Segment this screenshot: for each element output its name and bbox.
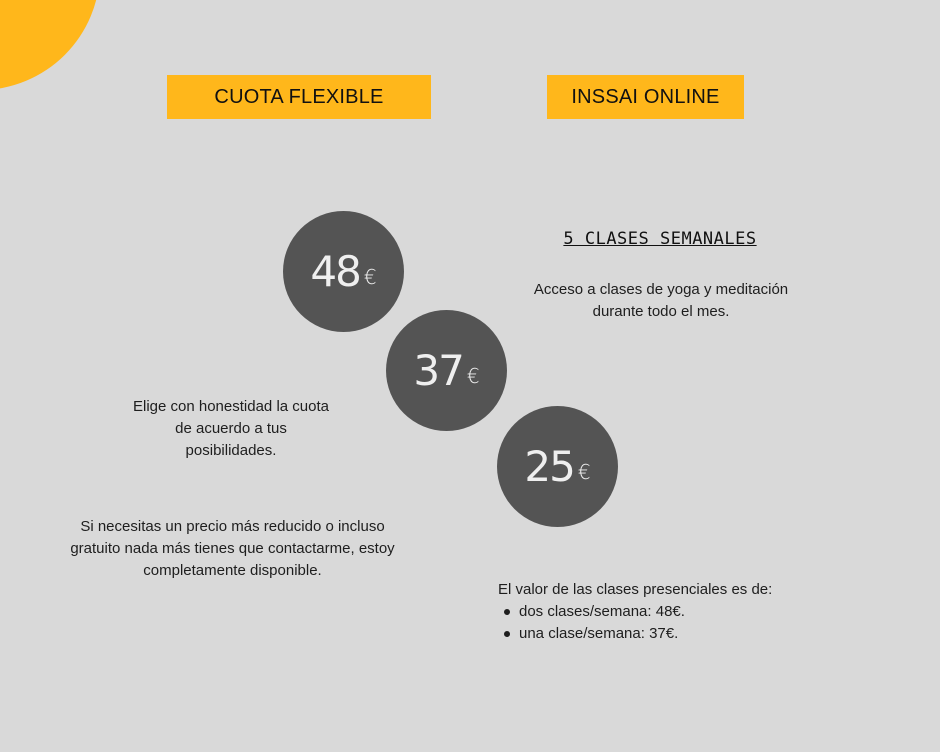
online-heading: 5 CLASES SEMANALES	[563, 229, 757, 249]
price-currency: €	[363, 264, 377, 289]
price-amount: 25	[524, 442, 574, 491]
cuota-flexible-tag	[167, 75, 431, 119]
price-circle-48	[283, 211, 404, 332]
presenciales-block	[498, 579, 818, 645]
flexible-description: Elige con honestidad la cuota de acuerdo a tus posibilidades.	[133, 398, 329, 459]
corner-decoration	[0, 0, 100, 90]
online-description: Acceso a clases de yoga y meditación durante todo el mes.	[533, 281, 789, 320]
price-currency: €	[466, 363, 480, 388]
contact-note: Si necesitas un precio más reducido o incluso gratuito nada más tienes que contactarme, estoy completamente disponible.	[70, 518, 395, 579]
list-item: dos clases/semana: 48€.	[519, 601, 818, 623]
list-item: una clase/semana: 37€.	[519, 623, 818, 645]
price-circle-25	[497, 406, 618, 527]
cuota-flexible-label: CUOTA FLEXIBLE	[214, 85, 384, 108]
price-circle-37	[386, 310, 507, 431]
inssai-online-tag	[547, 75, 744, 119]
price-currency: €	[577, 459, 591, 484]
presenciales-intro: El valor de las clases presenciales es de:	[498, 581, 773, 598]
presenciales-list	[498, 601, 818, 645]
price-amount: 48	[310, 247, 360, 296]
price-amount: 37	[413, 346, 463, 395]
inssai-online-label: INSSAI ONLINE	[571, 85, 720, 108]
